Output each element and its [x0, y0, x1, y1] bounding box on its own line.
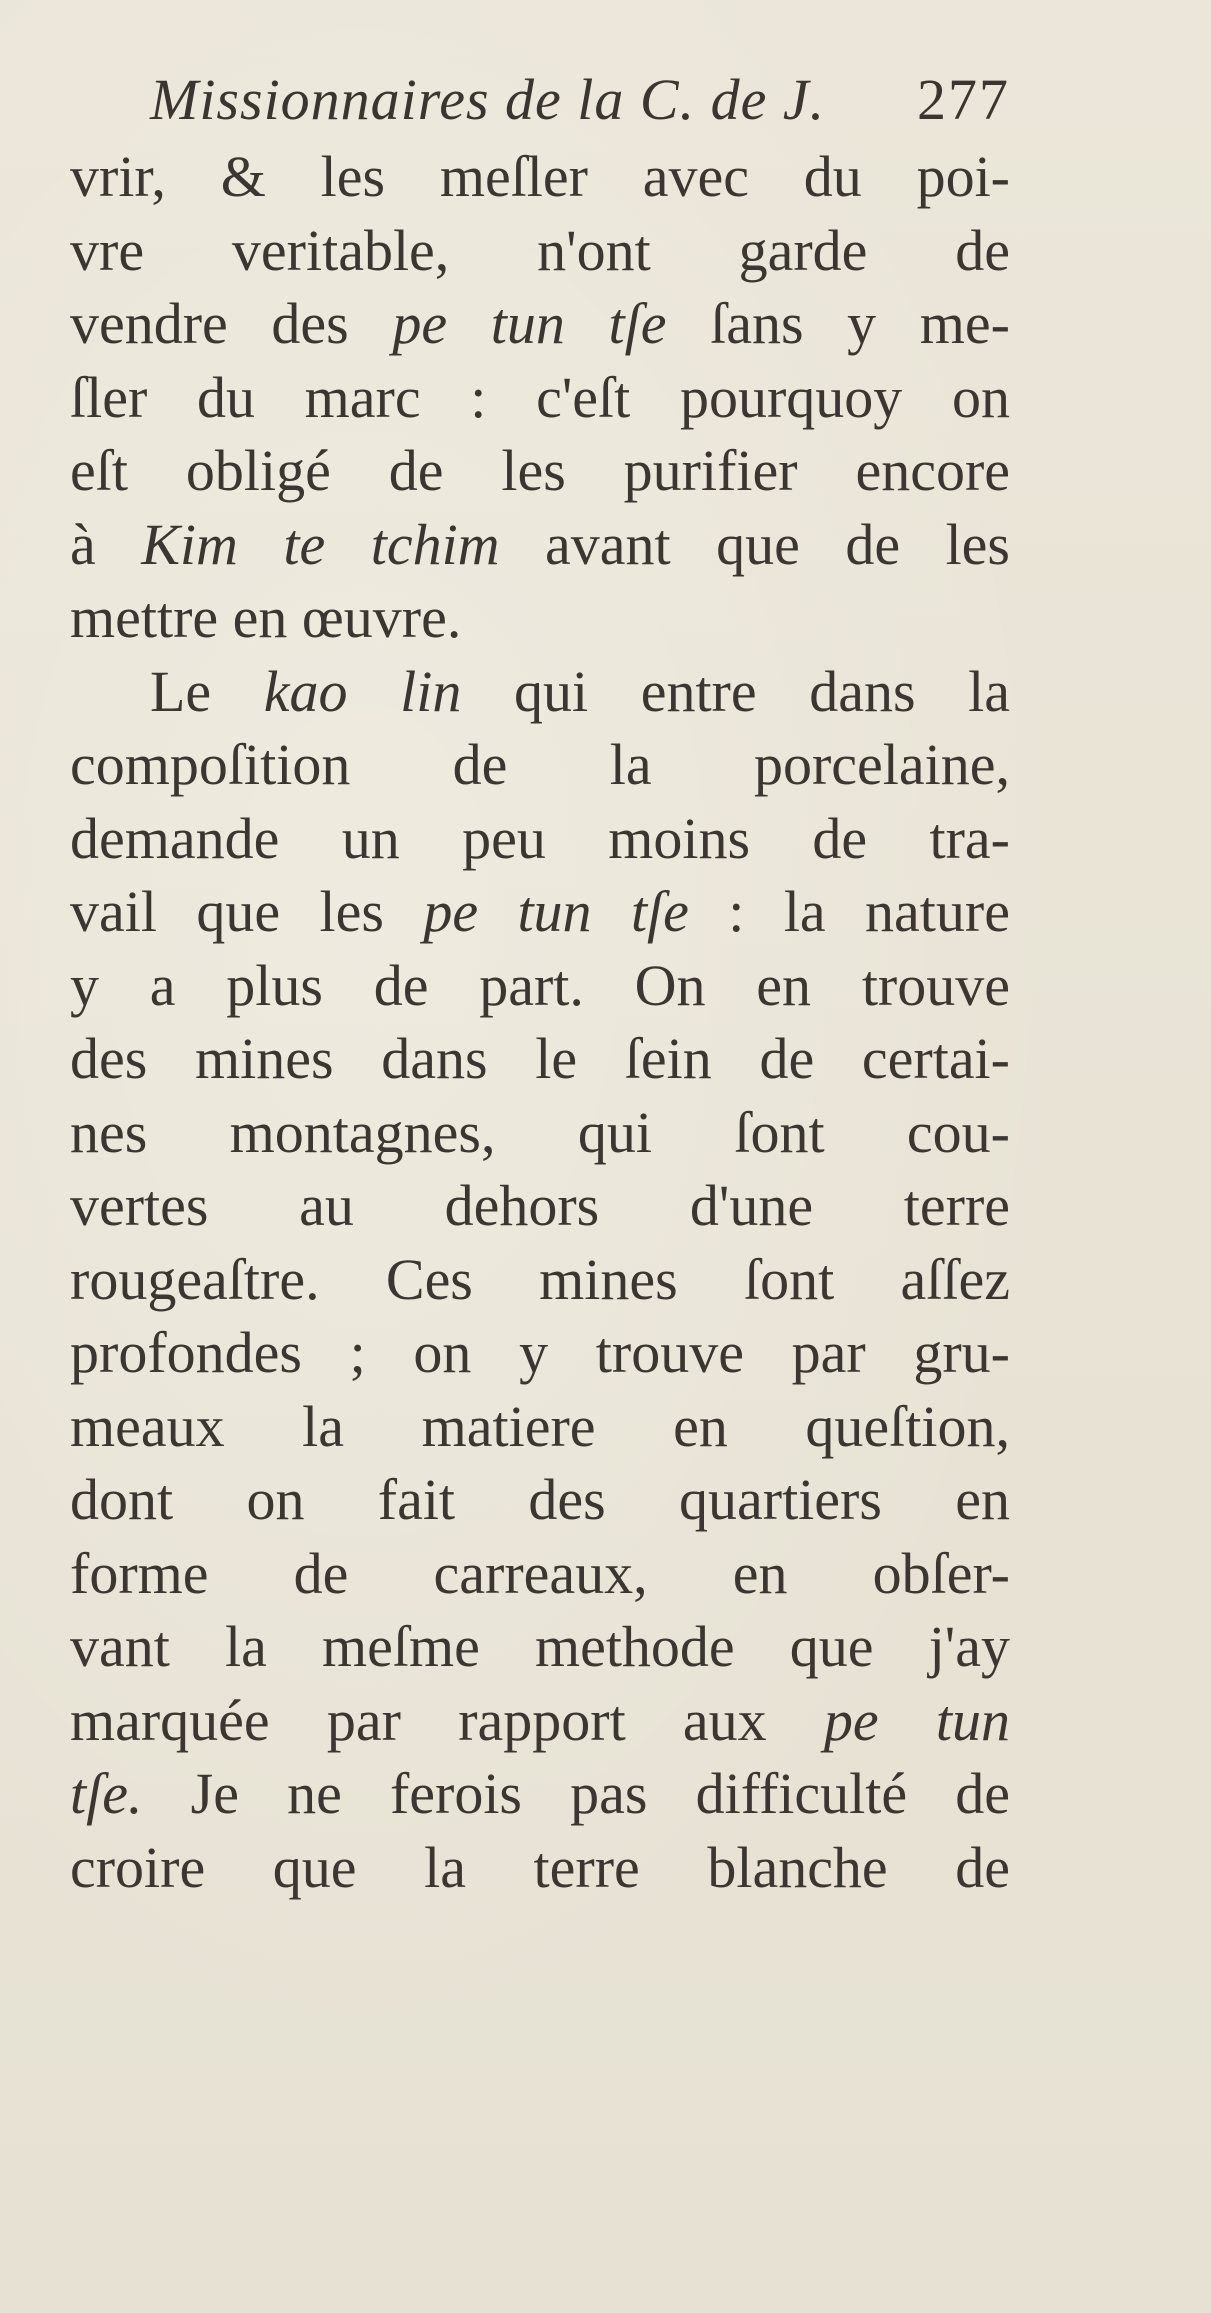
- text-line: [70, 1463, 1010, 1537]
- text-line: [70, 1757, 1010, 1831]
- text-line: [70, 1390, 1010, 1464]
- italic-term: Kim te tchim: [141, 511, 500, 577]
- text-segment: : la nature: [688, 879, 1010, 944]
- italic-term: pe tun: [823, 1687, 1010, 1753]
- text-segment: vertes au dehors d'une terre: [70, 1173, 1010, 1238]
- text-line: [70, 287, 1010, 361]
- text-segment: à: [70, 511, 142, 577]
- text-segment: vrir, & les meſler avec du poi-: [70, 144, 1010, 209]
- text-line: [70, 728, 1010, 802]
- text-line: [70, 140, 1010, 214]
- text-line: [70, 1022, 1010, 1096]
- text-segment: vail que les: [70, 879, 424, 944]
- text-line: [70, 1096, 1010, 1170]
- text-segment: croire que la terre blanche de: [70, 1834, 1010, 1900]
- text-line: [70, 581, 1010, 655]
- italic-term: kao lin: [263, 658, 462, 724]
- text-segment: nes montagnes, qui ſont cou-: [70, 1099, 1010, 1165]
- text-segment: y a plus de part. On en trouve: [70, 952, 1010, 1018]
- text-line: [70, 802, 1010, 876]
- text-segment: dont on fait des quartiers en: [70, 1467, 1010, 1532]
- running-head: Missionnaires de la C. de J.: [150, 67, 826, 132]
- text-segment: Le: [150, 658, 264, 724]
- italic-term: tſe.: [70, 1761, 143, 1826]
- text-line: [70, 508, 1010, 582]
- text-segment: qui entre dans la: [461, 658, 1010, 724]
- text-segment: ſler du marc : c'eſt pourquoy on: [70, 364, 1010, 430]
- text-line: [70, 214, 1010, 288]
- page-header: [150, 55, 1010, 145]
- text-segment: compoſition de la porcelaine,: [70, 732, 1010, 797]
- text-segment: vre veritable, n'ont garde de: [70, 217, 1010, 283]
- text-segment: profondes ; on y trouve par gru-: [70, 1320, 1010, 1385]
- text-line: [70, 361, 1010, 435]
- text-segment: ſans y me-: [666, 291, 1010, 356]
- text-segment: eſt obligé de les purifier encore: [70, 438, 1010, 503]
- italic-term: pe tun tſe: [423, 879, 689, 944]
- text-segment: avant que de les: [499, 511, 1010, 577]
- text-line: [70, 875, 1010, 949]
- italic-term: pe tun tſe: [392, 291, 667, 356]
- text-line: [70, 949, 1010, 1023]
- text-segment: rougeaſtre. Ces mines ſont aſſez: [70, 1246, 1010, 1312]
- text-line: [70, 1316, 1010, 1390]
- text-segment: des mines dans le ſein de certai-: [70, 1026, 1010, 1091]
- text-line: [70, 1610, 1010, 1684]
- text-line: [70, 1243, 1010, 1317]
- text-segment: marquée par rapport aux: [70, 1687, 824, 1753]
- text-segment: demande un peu moins de tra-: [70, 805, 1010, 871]
- text-line: [70, 1169, 1010, 1243]
- text-line: [70, 1537, 1010, 1611]
- body-text: [70, 140, 1010, 1904]
- text-segment: Je ne ferois pas difficulté de: [142, 1761, 1010, 1826]
- text-line: [70, 655, 1010, 729]
- text-segment: mettre en œuvre.: [70, 585, 462, 650]
- text-segment: vendre des: [70, 291, 393, 356]
- page-number: 277: [917, 67, 1010, 132]
- text-segment: forme de carreaux, en obſer-: [70, 1540, 1010, 1606]
- text-line: [70, 1684, 1010, 1758]
- text-segment: vant la meſme methode que j'ay: [70, 1614, 1010, 1679]
- text-line: [70, 434, 1010, 508]
- text-segment: meaux la matiere en queſtion,: [70, 1393, 1010, 1459]
- text-line: [70, 1831, 1010, 1905]
